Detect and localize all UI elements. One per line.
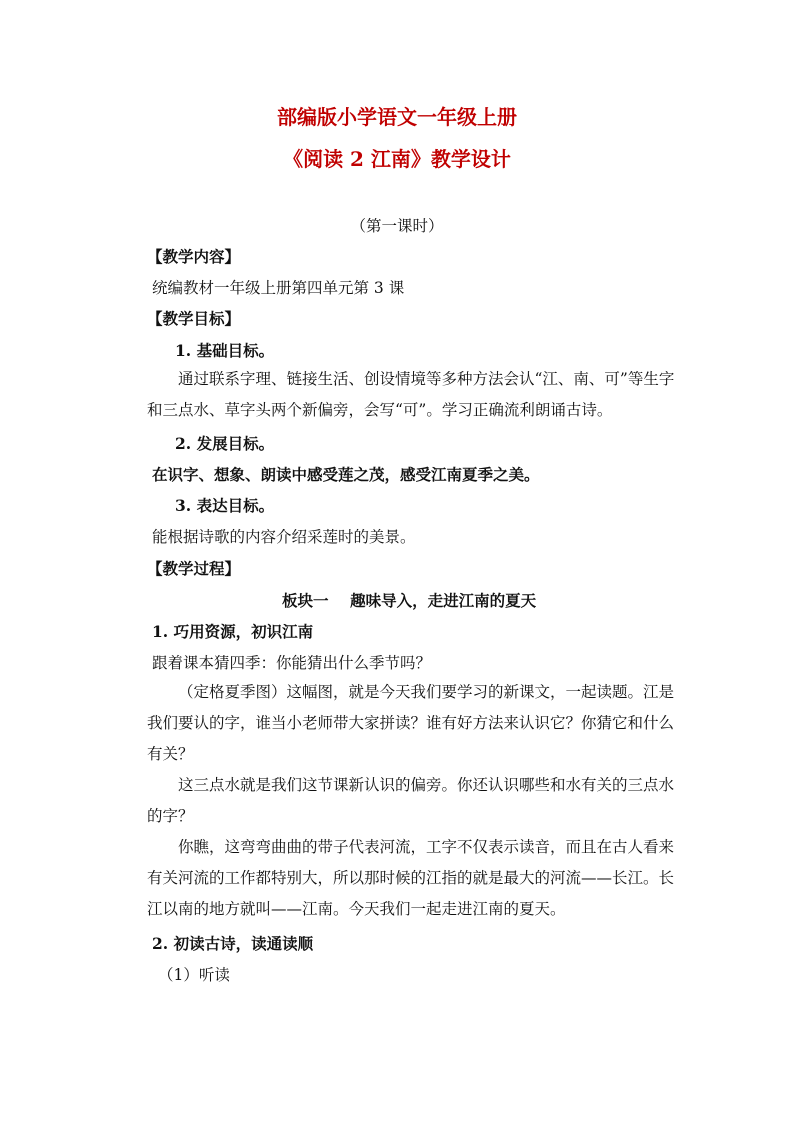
goal-3-text: 能根据诗歌的内容介绍采莲时的美景。 (152, 528, 416, 546)
goal-1-text: 通过联系字理、链接生活、创设情境等多种方法会认“江、南、可”等生字和三点水、草字头两个新偏旁，会写“可”。学习正确流利朗诵古诗。 (147, 370, 675, 419)
heading-teaching-process: 【教学过程】 (147, 559, 241, 578)
step-2-subitem: （1）听读 (158, 966, 230, 984)
document-title: 部编版小学语文一年级上册 (277, 105, 517, 129)
step-2-title: 2. 初读古诗，读通读顺 (152, 934, 314, 953)
teaching-content-text: 统编教材一年级上册第四单元第 3 课 (152, 279, 405, 297)
step-1-paragraph-2: （定格夏季图）这幅图，就是今天我们要学习的新课文，一起读题。江是我们要认的字，谁当小老师带大家拼读？谁有好方法来认识它？你猜它和什么有关？ (147, 683, 675, 763)
heading-teaching-goals: 【教学目标】 (147, 309, 241, 328)
goal-2-text: 在识字、想象、朗读中感受莲之茂，感受江南夏季之美。 (152, 465, 540, 484)
lesson-period: （第一课时） (350, 217, 444, 235)
document-subtitle: 《阅读 2 江南》教学设计 (283, 147, 511, 171)
step-1-paragraph-3: 这三点水就是我们这节课新认识的偏旁。你还认识哪些和水有关的三点水的字？ (147, 776, 675, 825)
step-1-title: 1. 巧用资源，初识江南 (152, 622, 314, 641)
step-1-paragraph-1: 跟着课本猜四季：你能猜出什么季节吗？ (152, 654, 432, 672)
step-1-paragraph-4: 你瞧，这弯弯曲曲的带子代表河流，工字不仅表示读音，而且在古人看来有关河流的工作都特别大，所以那时候的江指的就是最大的河流——长江。长江以南的地方就叫——江南。今天我们一起走进江南的夏天。 (147, 838, 675, 918)
block-1-title: 板块一 趣味导入，走进江南的夏天 (282, 591, 537, 610)
goal-2-title: 2. 发展目标。 (175, 434, 275, 453)
heading-teaching-content: 【教学内容】 (147, 247, 241, 266)
goal-3-title: 3. 表达目标。 (175, 496, 275, 515)
goal-1-title: 1. 基础目标。 (175, 341, 275, 360)
